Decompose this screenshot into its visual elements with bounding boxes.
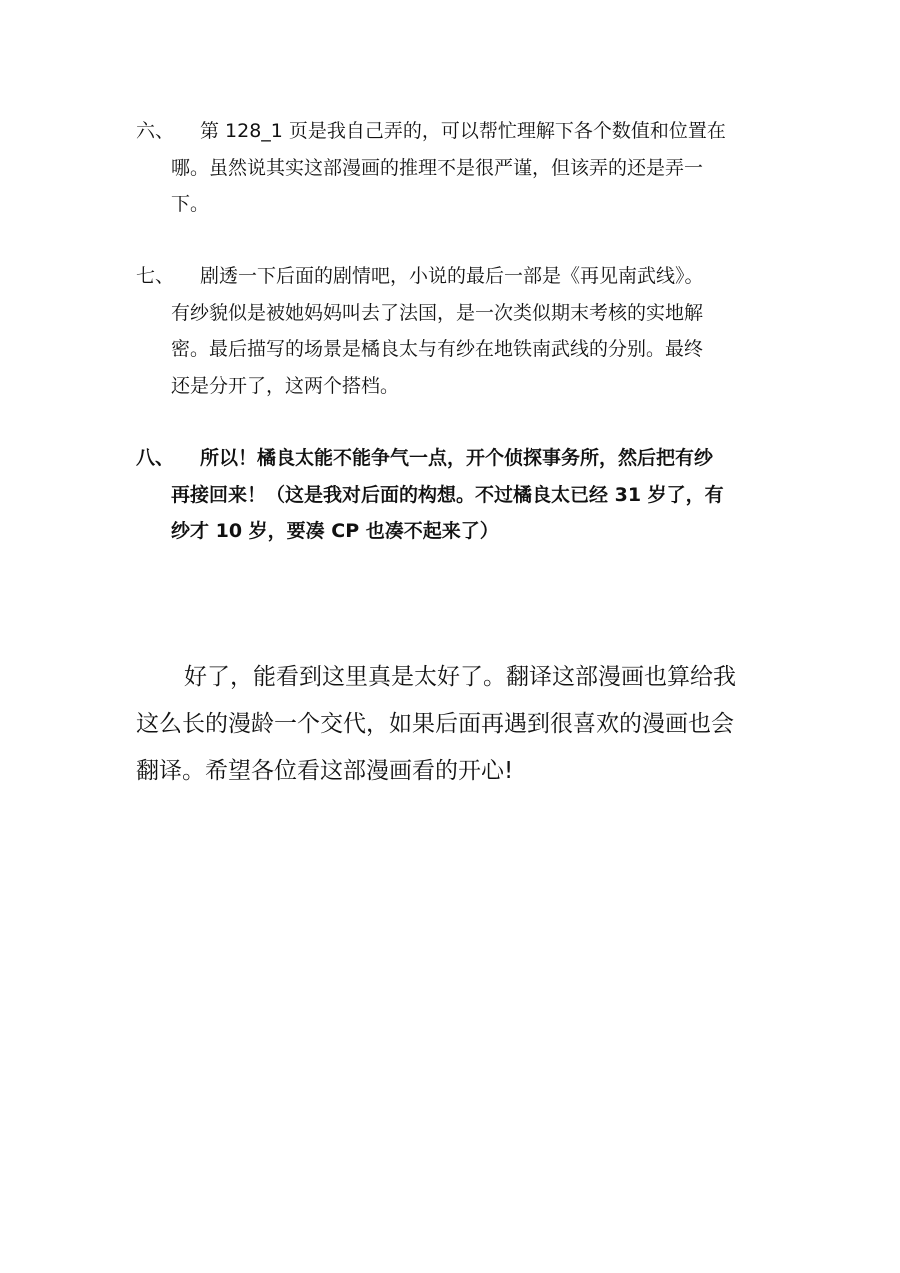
paragraph-line: 再接回来！（这是我对后面的构想。不过橘良太已经 31 岁了，有 bbox=[171, 483, 724, 506]
paragraph-line: 密。最后描写的场景是橘良太与有纱在地铁南武线的分别。最终 bbox=[171, 338, 704, 360]
paragraph-line: 第 128_1 页是我自己弄的，可以帮忙理解下各个数值和位置在 bbox=[200, 120, 726, 142]
list-marker: 八、 bbox=[136, 447, 175, 469]
list-marker: 七、 bbox=[136, 265, 175, 287]
list-item-6 bbox=[136, 113, 764, 223]
paragraph-line: 纱才 10 岁，要凑 CP 也凑不起来了） bbox=[171, 520, 499, 542]
closing-line: 翻译。希望各位看这部漫画看的开心! bbox=[136, 758, 514, 784]
list-item-8-bold bbox=[136, 440, 764, 550]
paragraph-line: 哪。虽然说其实这部漫画的推理不是很严谨，但该弄的还是弄一 bbox=[171, 156, 704, 179]
list-item-7 bbox=[136, 258, 764, 404]
list-marker: 六、 bbox=[136, 120, 175, 142]
paragraph-line: 所以！橘良太能不能争气一点，开个侦探事务所，然后把有纱 bbox=[200, 447, 714, 469]
closing-line: 好了，能看到这里真是太好了。翻译这部漫画也算给我 bbox=[184, 664, 736, 690]
closing-paragraph bbox=[136, 654, 764, 795]
paragraph-line: 剧透一下后面的剧情吧，小说的最后一部是《再见南武线》。 bbox=[200, 265, 704, 287]
paragraph-line: 还是分开了，这两个搭档。 bbox=[171, 374, 400, 397]
paragraph-line: 下。 bbox=[171, 193, 210, 215]
paragraph-line: 有纱貌似是被她妈妈叫去了法国，是一次类似期末考核的实地解 bbox=[171, 301, 704, 324]
closing-line: 这么长的漫龄一个交代，如果后面再遇到很喜欢的漫画也会 bbox=[136, 711, 734, 737]
